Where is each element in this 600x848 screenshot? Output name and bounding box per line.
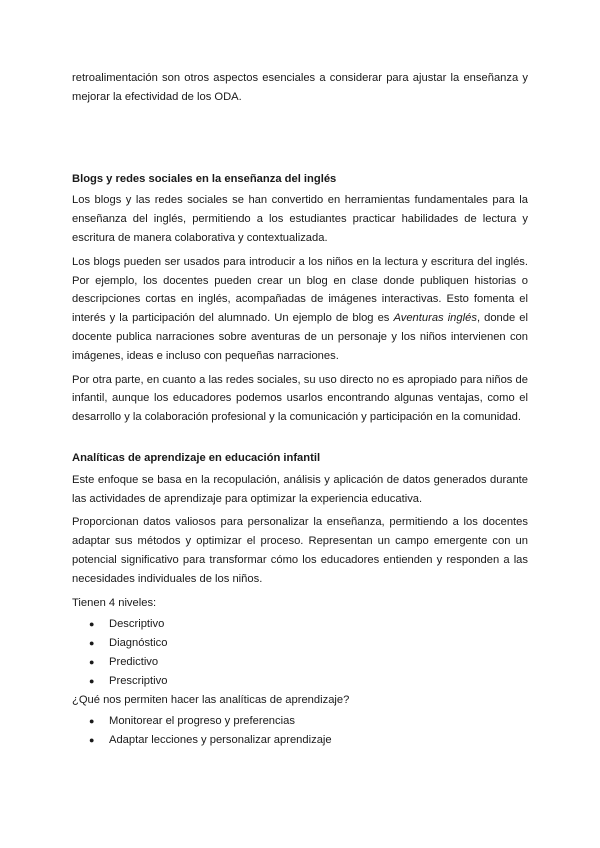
list-item [72, 634, 528, 653]
blogs-paragraph-2-end: , donde el docente publica narraciones sobre aventuras de un personaje y los niños intervienen con imágenes, ideas e incluso con pequeñas narraciones. [72, 312, 528, 362]
list-item [72, 712, 528, 731]
list-item-label: Predictivo [109, 655, 159, 668]
list-item-label: Descriptivo [109, 618, 165, 631]
blogs-paragraph-2-start: Los blogs pueden ser usados para introducir a los niños en la lectura y escritura del inglés. Por ejemplo, los docentes pueden crear un blog en clase donde publiquen historias o descripciones cortas en inglés, acompañadas de imágenes interactivas. Esto fomenta el interés y la participación del alumnado. Un ejemplo de blog es [72, 255, 528, 325]
levels-list [72, 615, 528, 690]
intro-paragraph: retroalimentación son otros aspectos esenciales a considerar para ajustar la enseñanza y mejorar la efectividad de los ODA. [72, 72, 528, 103]
heading-analytics: Analíticas de aprendizaje en educación infantil [72, 451, 321, 464]
list-item-label: Diagnóstico [109, 637, 168, 650]
list-item [72, 615, 528, 634]
bullet-icon: ● [89, 735, 95, 746]
blogs-paragraph-1: Los blogs y las redes sociales se han convertido en herramientas fundamentales para la enseñanza del inglés, permitiendo a los estudiantes practicar habilidades de lectura y escritura de manera colaborativa y contextualizada. [72, 194, 528, 244]
bullet-icon: ● [89, 656, 95, 667]
analytics-paragraph-2: Proporcionan datos valiosos para personalizar la enseñanza, permitiendo a los docentes adaptar sus métodos y optimizar el proceso. Representan un campo emergente con un potencial significativo para transformar cómo los educadores entienden y responden a las necesidades individuales de los niños. [72, 516, 528, 585]
analytics-paragraph-1: Este enfoque se basa en la recopulación, análisis y aplicación de datos generados durante las actividades de aprendizaje para optimizar la experiencia educativa. [72, 473, 528, 505]
list-item [72, 653, 528, 672]
bullet-icon: ● [89, 619, 95, 630]
list-item-label: Adaptar lecciones y personalizar aprendizaje [109, 734, 332, 747]
list-item [72, 731, 528, 750]
list-item-label: Prescriptivo [109, 674, 168, 687]
list-item [72, 672, 528, 691]
uses-list [72, 712, 528, 750]
heading-blogs: Blogs y redes sociales en la enseñanza del inglés [72, 172, 337, 185]
page-content [72, 69, 528, 750]
blogs-paragraph-3: Por otra parte, en cuanto a las redes sociales, su uso directo no es apropiado para niños de infantil, aunque los educadores podemos usarlos encontrando algunas ventajas, como el desarrollo y la colaboración profesional y la comunicación y participación en la comunidad. [72, 373, 528, 424]
blog-example-title: Aventuras inglés [393, 312, 477, 325]
list-item-label: Monitorear el progreso y preferencias [109, 715, 295, 728]
blogs-paragraph-2 [72, 253, 528, 366]
analytics-question: ¿Qué nos permiten hacer las analíticas de aprendizaje? [72, 693, 350, 706]
levels-intro: Tienen 4 niveles: [72, 596, 157, 609]
bullet-icon: ● [89, 675, 95, 686]
bullet-icon: ● [89, 716, 95, 727]
bullet-icon: ● [89, 638, 95, 649]
